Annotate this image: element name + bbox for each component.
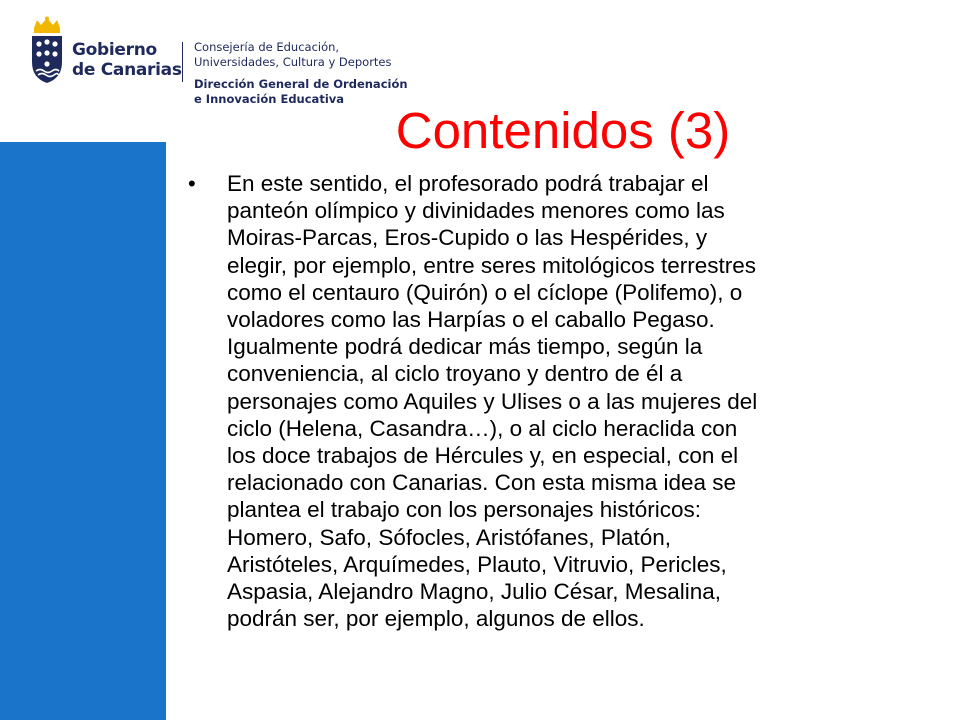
text-line: Moiras-Parcas, Eros-Cupido o las Hespérides, y — [227, 225, 708, 251]
text-line: voladores como las Harpías o el caballo Pegaso. — [227, 307, 715, 333]
text-line: Homero, Safo, Sófocles, Aristófanes, Platón, — [227, 524, 671, 550]
text-line: podrán ser, por ejemplo, algunos de ellos. — [227, 606, 645, 632]
bullet-marker: • — [188, 171, 196, 196]
directorate-line: e Innovación Educativa — [194, 92, 345, 106]
text-line: los doce trabajos de Hércules y, en especial, con el — [227, 443, 739, 469]
government-name — [72, 40, 182, 80]
text-line: como el centauro (Quirón) o el cíclope (Polifemo), o — [227, 279, 743, 305]
text-line: personajes como Aquiles y Ulises o a las mujeres del — [227, 388, 758, 414]
slide-title: Contenidos (3) — [395, 102, 731, 159]
bullet-text — [227, 170, 952, 632]
government-logo — [28, 16, 448, 106]
text-line: Igualmente podrá dedicar más tiempo, según la — [227, 334, 703, 360]
logo-divider — [182, 42, 183, 82]
department-block — [194, 40, 408, 107]
government-name-line: Gobierno — [72, 40, 157, 60]
text-line: conveniencia, al ciclo troyano y dentro de él a — [227, 361, 683, 387]
text-line: ciclo (Helena, Casandra…), o al ciclo heraclida con — [227, 415, 738, 441]
text-line: Aristóteles, Arquímedes, Plauto, Vitruvio, Pericles, — [227, 551, 727, 577]
side-accent-bar — [0, 142, 166, 720]
text-line: En este sentido, el profesorado podrá trabajar el — [227, 171, 709, 196]
directorate-line: Dirección General de Ordenación — [194, 77, 408, 91]
government-name-line: de Canarias — [72, 60, 182, 80]
text-line: plantea el trabajo con los personajes históricos: — [227, 497, 702, 523]
text-line: Aspasia, Alejandro Magno, Julio César, Mesalina, — [227, 579, 722, 605]
text-line: relacionado con Canarias. Con esta misma idea se — [227, 470, 737, 496]
department-line: Consejería de Educación, — [194, 40, 340, 54]
text-line: elegir, por ejemplo, entre seres mitológicos terrestres — [227, 252, 756, 278]
department-line: Universidades, Cultura y Deportes — [194, 55, 392, 69]
canarias-crest-icon — [28, 16, 66, 84]
text-line: panteón olímpico y divinidades menores como las — [227, 198, 725, 224]
